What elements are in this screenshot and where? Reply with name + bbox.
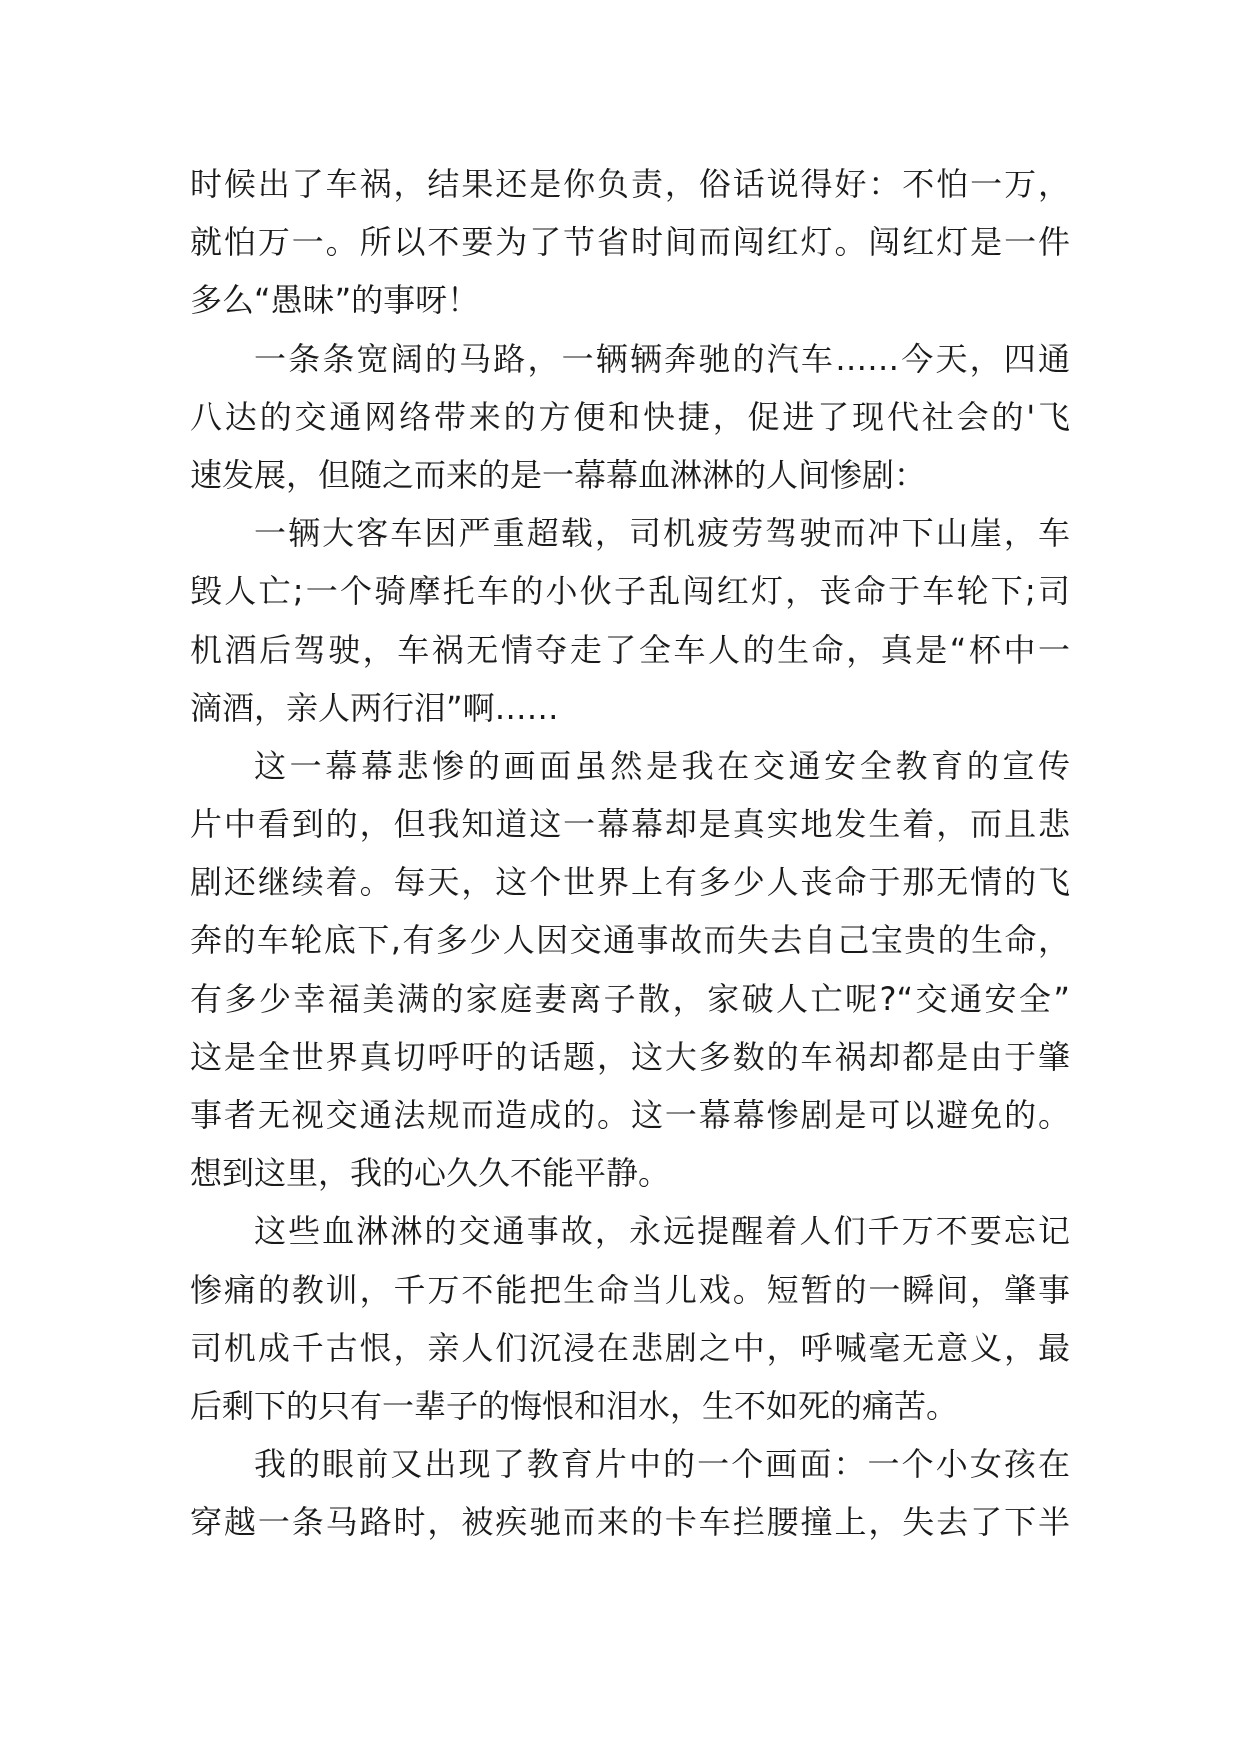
text-line: 时候出了车祸，结果还是你负责，俗话说得好：不怕一万，	[190, 165, 1070, 203]
text-line: 滴酒，亲人两行泪”啊……	[190, 688, 559, 727]
text-line: 一条条宽阔的马路，一辆辆奔驰的汽车……今天，四通	[254, 339, 1070, 378]
paragraph	[190, 1202, 1070, 1435]
paragraph	[190, 155, 1070, 330]
text-line: 这是全世界真切呼吁的话题，这大多数的车祸却都是由于肇	[190, 1037, 1070, 1076]
text-line: 有多少幸福美满的家庭妻离子散，家破人亡呢?“交通安全”	[190, 979, 1070, 1018]
text-line: 多么“愚昧”的事呀！	[190, 281, 480, 320]
document-body	[190, 155, 1070, 1552]
text-line: 想到这里，我的心久久不能平静。	[190, 1154, 671, 1193]
text-line: 就怕万一。所以不要为了节省时间而闯红灯。闯红灯是一件	[190, 223, 1070, 262]
text-line: 速发展，但随之而来的是一幕幕血淋淋的人间惨剧：	[190, 455, 927, 494]
text-line: 机酒后驾驶，车祸无情夺走了全车人的生命，真是“杯中一	[190, 630, 1070, 669]
text-line: 这些血淋淋的交通事故，永远提醒着人们千万不要忘记	[254, 1212, 1070, 1251]
text-line: 后剩下的只有一辈子的悔恨和泪水，生不如死的痛苦。	[190, 1386, 959, 1425]
paragraph	[190, 1435, 1070, 1551]
text-line: 惨痛的教训，千万不能把生命当儿戏。短暂的一瞬间，肇事	[190, 1270, 1070, 1309]
text-line: 我的眼前又出现了教育片中的一个画面：一个小女孩在	[254, 1445, 1070, 1484]
text-line: 穿越一条马路时，被疾驰而来的卡车拦腰撞上，失去了下半	[190, 1503, 1070, 1542]
text-line: 片中看到的，但我知道这一幕幕却是真实地发生着，而且悲	[190, 805, 1070, 844]
text-line: 一辆大客车因严重超载，司机疲劳驾驶而冲下山崖，车	[254, 514, 1070, 553]
text-line: 司机成千古恨，亲人们沉浸在悲剧之中，呼喊毫无意义，最	[190, 1328, 1070, 1367]
paragraph	[190, 330, 1070, 505]
text-line: 八达的交通网络带来的方便和快捷，促进了现代社会的'飞	[190, 397, 1070, 436]
text-line: 事者无视交通法规而造成的。这一幕幕惨剧是可以避免的。	[190, 1096, 1070, 1134]
text-line: 奔的车轮底下,有多少人因交通事故而失去自己宝贵的生命，	[190, 921, 1070, 960]
text-line: 毁人亡;一个骑摩托车的小伙子乱闯红灯，丧命于车轮下;司	[190, 572, 1070, 611]
text-line: 剧还继续着。每天，这个世界上有多少人丧命于那无情的飞	[190, 863, 1070, 902]
text-line: 这一幕幕悲惨的画面虽然是我在交通安全教育的宣传	[254, 746, 1070, 785]
paragraph	[190, 737, 1070, 1203]
paragraph	[190, 504, 1070, 737]
